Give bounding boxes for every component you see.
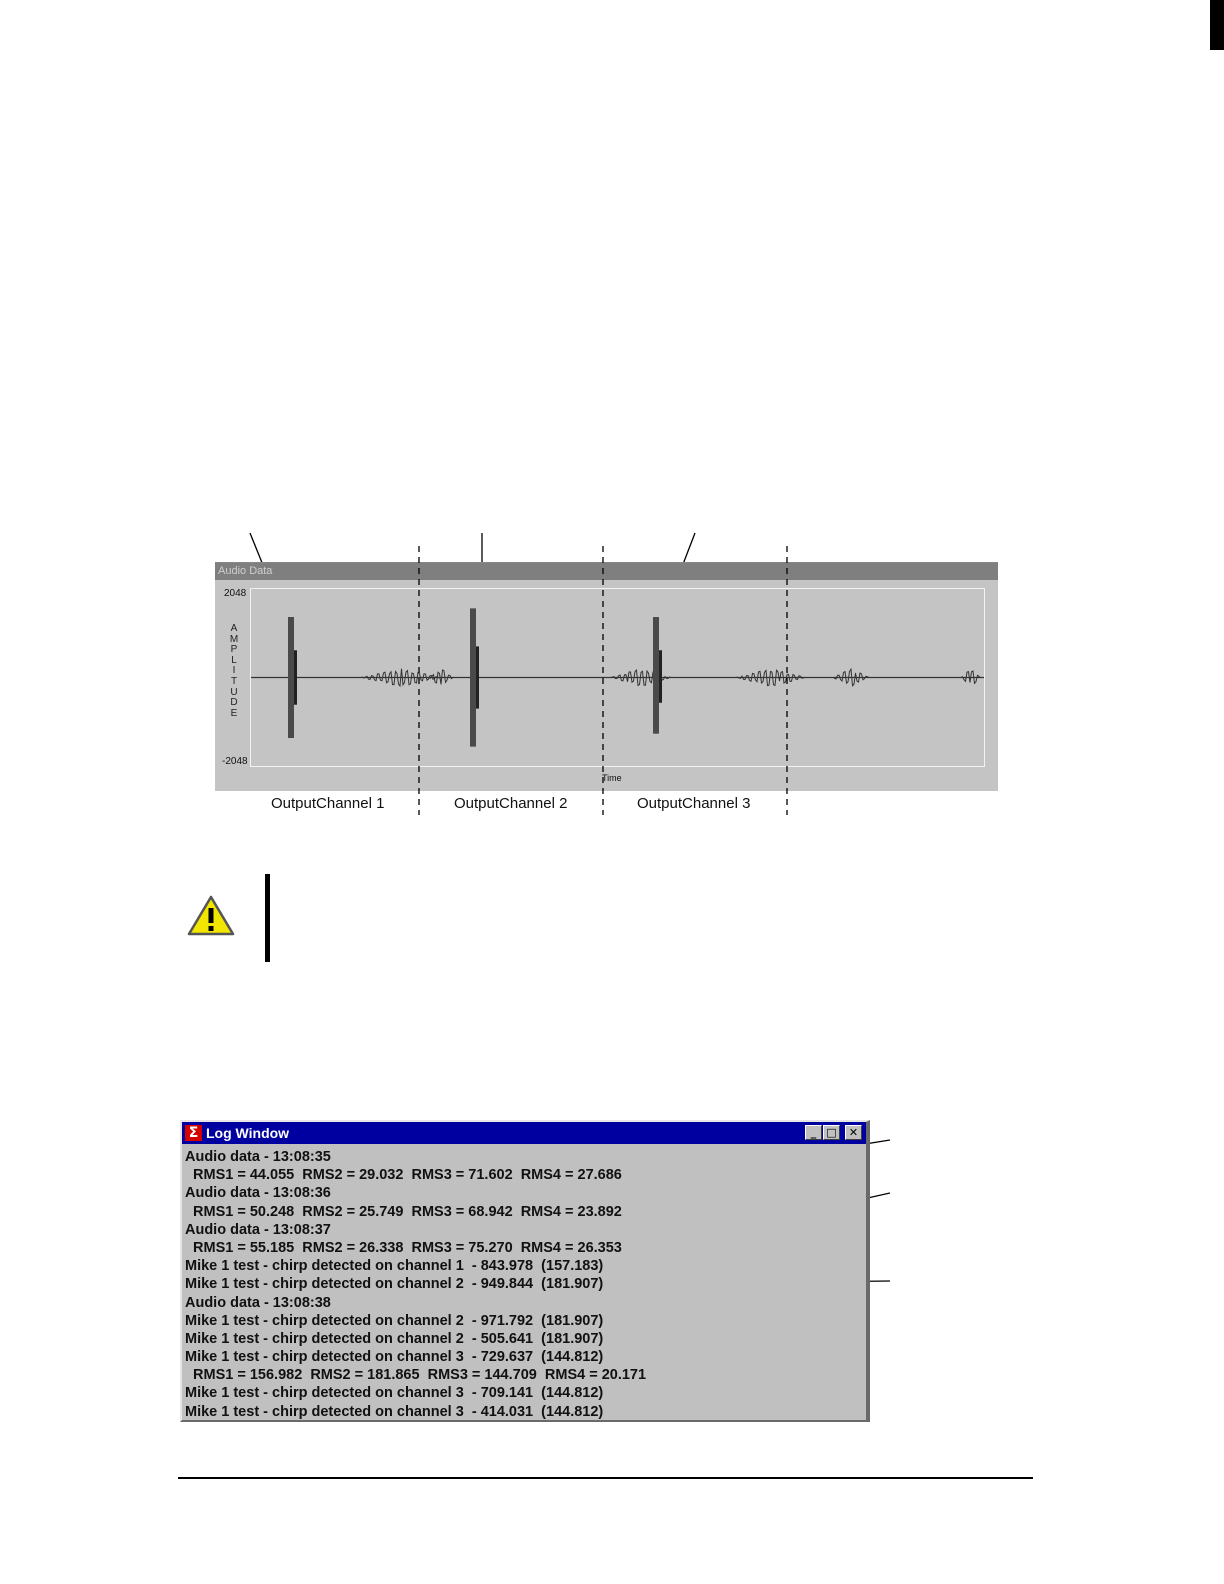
x-axis-label: Time bbox=[602, 773, 622, 783]
minimize-button[interactable]: _ bbox=[805, 1125, 822, 1140]
y-min-label: -2048 bbox=[222, 756, 248, 767]
log-line: Mike 1 test - chirp detected on channel 3 - 709.141 (144.812) bbox=[185, 1385, 604, 1402]
log-window[interactable] bbox=[180, 1120, 870, 1422]
log-text-area[interactable] bbox=[185, 1148, 862, 1421]
y-axis-letter: M bbox=[229, 633, 239, 645]
log-line: Audio data - 13:08:37 bbox=[185, 1221, 331, 1238]
warning-bar bbox=[265, 874, 270, 962]
footer-rule bbox=[178, 1477, 1033, 1479]
y-axis-letter: E bbox=[230, 707, 238, 719]
y-axis-letter: D bbox=[230, 697, 238, 709]
log-line: Mike 1 test - chirp detected on channel 1 - 843.978 (157.183) bbox=[185, 1258, 604, 1275]
log-window-title: Log Window bbox=[206, 1125, 290, 1141]
y-axis-letter: A bbox=[230, 623, 238, 634]
log-line: Audio data - 13:08:38 bbox=[185, 1294, 331, 1311]
y-max-label: 2048 bbox=[224, 588, 247, 599]
y-axis-letter: U bbox=[230, 686, 238, 698]
log-line: Mike 1 test - chirp detected on channel 3 - 414.031 (144.812) bbox=[185, 1403, 604, 1420]
y-axis-letter: L bbox=[231, 654, 237, 666]
log-line: Mike 1 test - chirp detected on channel 2 - 505.641 (181.907) bbox=[185, 1330, 604, 1347]
maximize-button[interactable]: □ bbox=[823, 1125, 840, 1140]
channel-label-3: OutputChannel 3 bbox=[637, 795, 751, 812]
log-window-titlebar[interactable] bbox=[182, 1122, 866, 1144]
audio-window-title: Audio Data bbox=[215, 563, 998, 580]
log-line: Audio data - 13:08:36 bbox=[185, 1185, 331, 1202]
y-axis-letter: I bbox=[232, 665, 236, 677]
log-line: Mike 1 test - chirp detected on channel 2 - 949.844 (181.907) bbox=[185, 1276, 604, 1293]
log-line: RMS1 = 156.982 RMS2 = 181.865 RMS3 = 144.709 RMS4 = 20.171 bbox=[185, 1367, 647, 1384]
log-line: Mike 1 test - chirp detected on channel 2 - 971.792 (181.907) bbox=[185, 1312, 604, 1329]
warning-icon bbox=[186, 894, 236, 938]
log-line: RMS1 = 50.248 RMS2 = 25.749 RMS3 = 68.942 RMS4 = 23.892 bbox=[185, 1203, 622, 1220]
log-line: Mike 1 test - chirp detected on channel 3 - 729.637 (144.812) bbox=[185, 1349, 604, 1366]
sigma-icon: Σ bbox=[185, 1125, 202, 1141]
log-line: Audio data - 13:08:35 bbox=[185, 1149, 331, 1165]
channel-label-1: OutputChannel 1 bbox=[271, 795, 385, 812]
y-axis-letter: T bbox=[230, 676, 238, 687]
log-line: RMS1 = 55.185 RMS2 = 26.338 RMS3 = 75.270 RMS4 = 26.353 bbox=[185, 1239, 622, 1256]
y-axis-letter: P bbox=[230, 644, 238, 656]
close-button[interactable]: ✕ bbox=[845, 1125, 862, 1140]
channel-label-2: OutputChannel 2 bbox=[454, 795, 568, 812]
log-line: RMS1 = 44.055 RMS2 = 29.032 RMS3 = 71.602 RMS4 = 27.686 bbox=[185, 1167, 622, 1184]
